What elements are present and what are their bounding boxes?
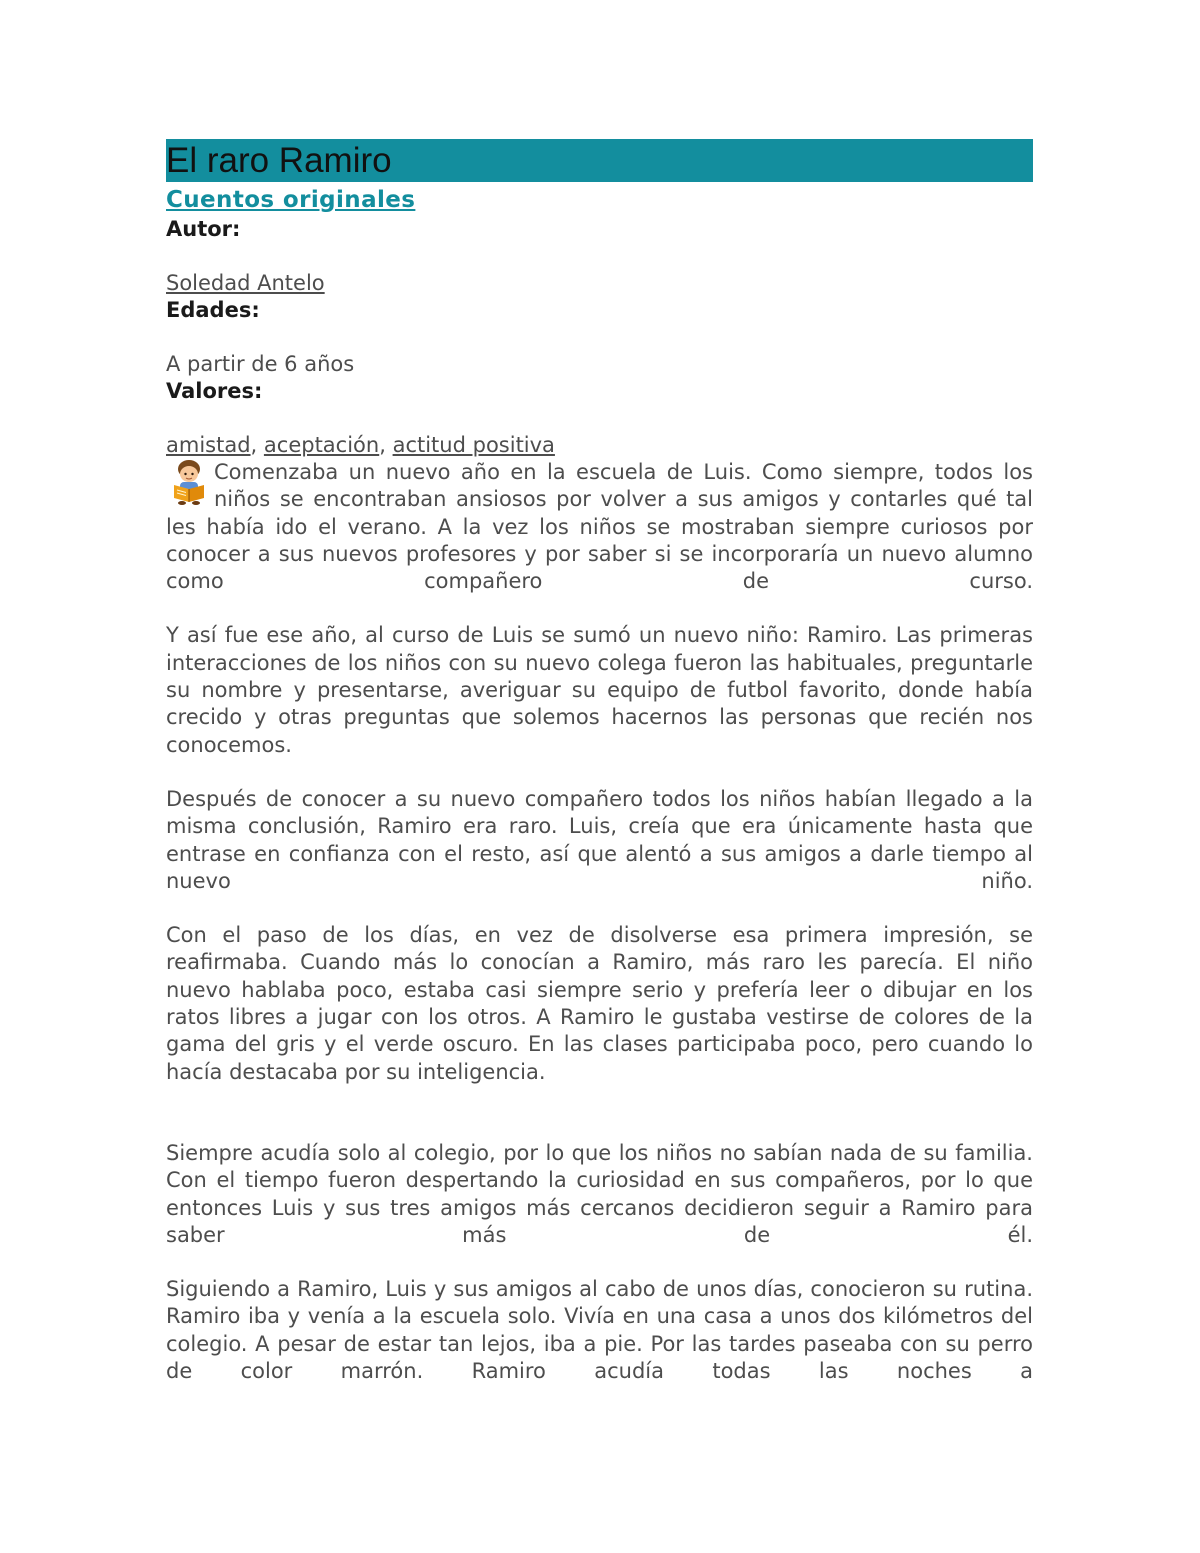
article xyxy=(166,139,1033,1385)
values-separator: , xyxy=(250,433,264,457)
values-separator: , xyxy=(379,433,393,457)
category-link[interactable]: Cuentos originales xyxy=(166,187,416,213)
child-reading-book-icon xyxy=(168,459,210,505)
story-paragraph: Después de conocer a su nuevo compañero todos los niños habían llegado a la misma conclusión, Ramiro era raro. Luis, creía que era únicamente hasta que entrase en confianza con el resto, así que alentó a sus amigos a darle tiempo al nuevo niño. xyxy=(166,786,1033,893)
author-label: Autor: xyxy=(166,217,241,241)
story-paragraph: Comenzaba un nuevo año en la escuela de Luis. Como siempre, todos los niños se encontraban ansiosos por volver a sus amigos y contarles qué tal les había ido el verano. A la vez los niños se mostraban siempre curiosos por conocer a sus nuevos profesores y por saber si se incorporaría un nuevo alumno como compañero de curso. xyxy=(166,460,1033,594)
story-paragraph: Con el paso de los días, en vez de disolverse esa primera impresión, se reafirmaba. Cuando más lo conocían a Ramiro, más raro les parecía. El niño nuevo hablaba poco, estaba casi siempre serio y prefería leer o dibujar en los ratos libres a jugar con los otros. A Ramiro le gustaba vestirse de colores de la gama del gris y el verde oscuro. En las clases participaba poco, pero cuando lo hacía destacaba por su inteligencia. xyxy=(166,923,1033,1084)
story-paragraph: Siempre acudía solo al colegio, por lo que los niños no sabían nada de su familia. Con el tiempo fueron despertando la curiosidad en sus compañeros, por lo que entonces Luis y sus tres amigos más cercanos decidieron seguir a Ramiro para saber más de él. xyxy=(166,1140,1033,1247)
values-label: Valores: xyxy=(166,379,263,403)
ages-label: Edades: xyxy=(166,298,260,322)
story-paragraph: Siguiendo a Ramiro, Luis y sus amigos al cabo de unos días, conocieron su rutina. Ramiro iba y venía a la escuela solo. Vivía en una casa a unos dos kilómetros del colegio. A pesar de estar tan lejos, iba a pie. Por las tardes paseaba con su perro de color marrón. Ramiro acudía todas las noches a xyxy=(166,1277,1033,1384)
story-body xyxy=(166,459,1033,1385)
value-link[interactable]: aceptación xyxy=(263,433,380,457)
page-title: El raro Ramiro xyxy=(166,141,392,180)
title-bar xyxy=(166,139,1033,182)
value-link[interactable]: amistad xyxy=(166,433,251,457)
values-list xyxy=(166,432,1033,459)
story-paragraph: Y así fue ese año, al curso de Luis se sumó un nuevo niño: Ramiro. Las primeras interacciones de los niños con su nuevo colega fueron las habituales, preguntarle su nombre y presentarse, averiguar su equipo de futbol favorito, donde había crecido y otras preguntas que solemos hacernos las personas que recién nos conocemos. xyxy=(166,623,1033,757)
value-link[interactable]: actitud positiva xyxy=(392,433,555,457)
author-link[interactable]: Soledad Antelo xyxy=(166,271,325,295)
ages-value: A partir de 6 años xyxy=(166,352,355,376)
